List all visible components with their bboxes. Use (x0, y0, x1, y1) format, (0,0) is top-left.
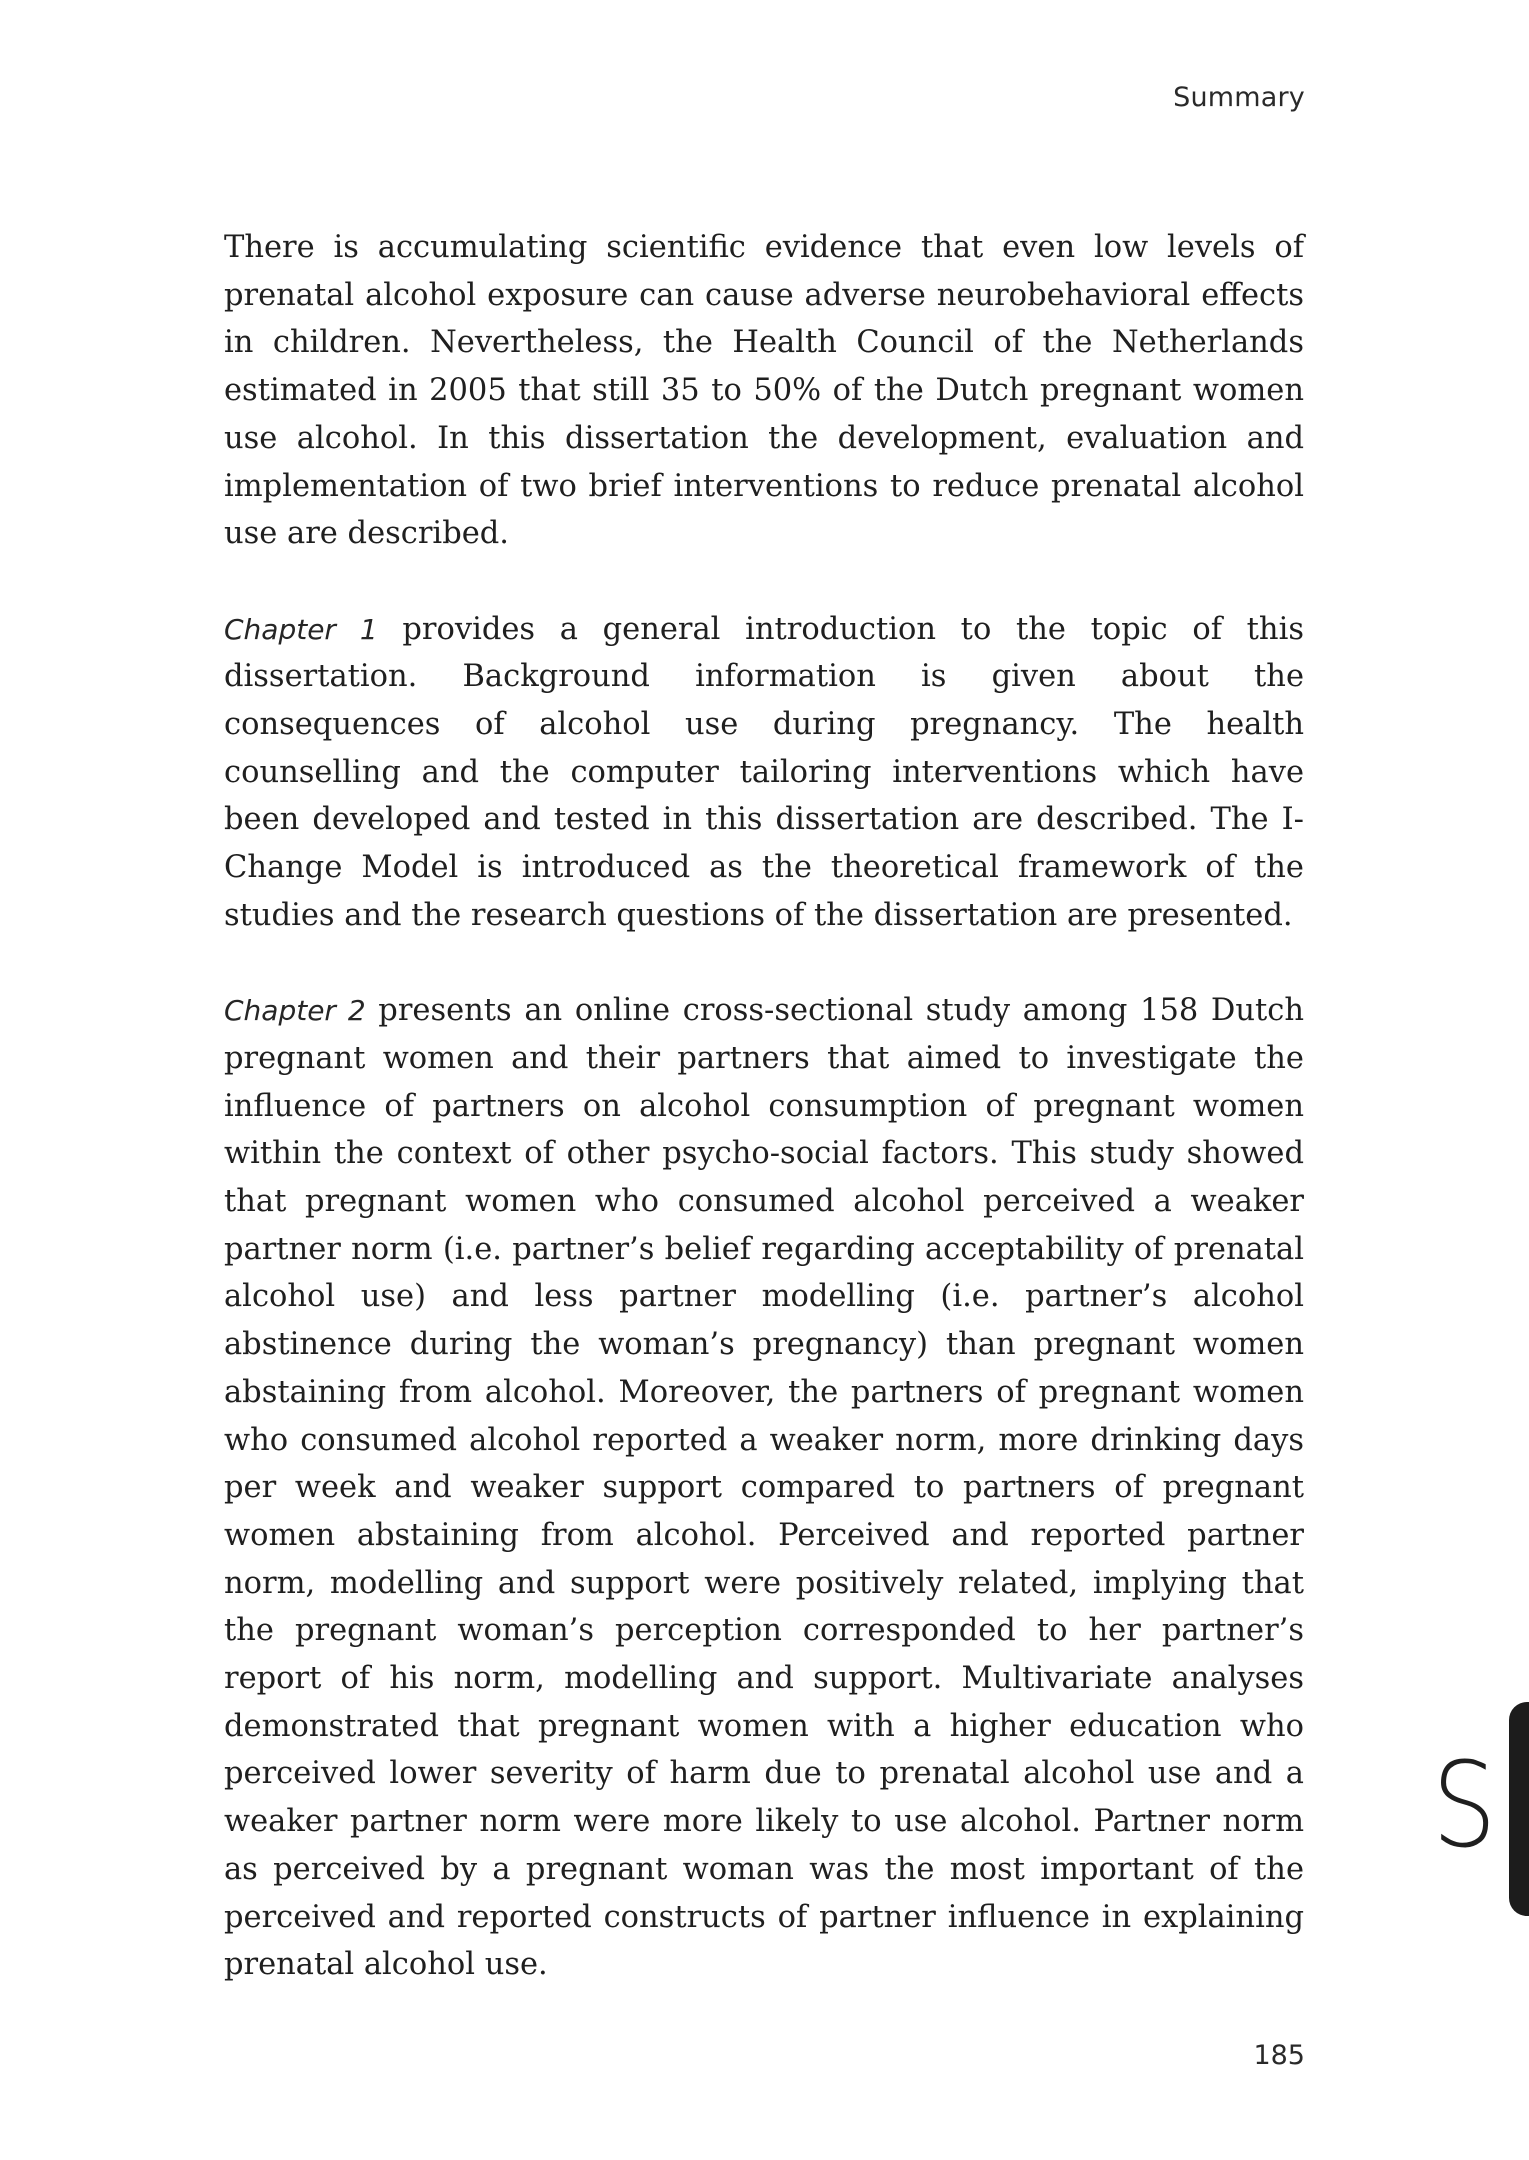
thumb-tab-letter: S (1432, 1736, 1497, 1874)
paragraph-text: provides a general introduction to the topic of this dissertation. Background information is given about the consequences of alcohol use during pregnancy. The health counselling and the computer tailoring interventions which have been developed and tested in this dissertation are described. The I-Change Model is introduced as the theoretical framework of the studies and the research questions of the dissertation are presented. (224, 611, 1304, 933)
paragraph-text: presents an online cross-sectional study among 158 Dutch pregnant women and their partners that aimed to investigate the influence of partners on alcohol consumption of pregnant women within the context of other psycho-social factors. This study showed that pregnant women who consumed alcohol perceived a weaker partner norm (i.e. partner’s belief regarding acceptability of prenatal alcohol use) and less partner modelling (i.e. partner’s alcohol abstinence during the woman’s pregnancy) than pregnant women abstaining from alcohol. Moreover, the partners of pregnant women who consumed alcohol reported a weaker norm, more drinking days per week and weaker support compared to partners of pregnant women abstaining from alcohol. Perceived and reported partner norm, modelling and support were positively related, implying that the pregnant woman’s perception corresponded to her partner’s report of his norm, modelling and support. Multivariate analyses demonstrated that pregnant women with a higher education who perceived lower severity of harm due to prenatal alcohol use and a weaker partner norm were more likely to use alcohol. Partner norm as perceived by a pregnant woman was the most important of the perceived and reported constructs of partner influence in explaining prenatal alcohol use. (224, 993, 1304, 1983)
chapter-reference: Chapter 2 (224, 994, 366, 1028)
paragraph-chapter-2 (224, 987, 1304, 1989)
section-thumb-tab (1432, 1702, 1529, 1916)
paragraph-intro (224, 224, 1304, 558)
summary-body (224, 224, 1304, 2037)
paragraph-text: There is accumulating scientific evidence that even low levels of prenatal alcohol exposure can cause adverse neurobehavioral effects in children. Nevertheless, the Health Council of the Netherlands estimated in 2005 that still 35 to 50% of the Dutch pregnant women use alcohol. In this dissertation the development, evaluation and implementation of two brief interventions to reduce prenatal alcohol use are described. (224, 230, 1304, 552)
page-number: 185 (1253, 2040, 1305, 2071)
thumb-tab-bar (1509, 1702, 1529, 1916)
paragraph-chapter-1 (224, 606, 1304, 940)
chapter-reference: Chapter 1 (224, 612, 378, 646)
running-head-title: Summary (1173, 82, 1305, 113)
